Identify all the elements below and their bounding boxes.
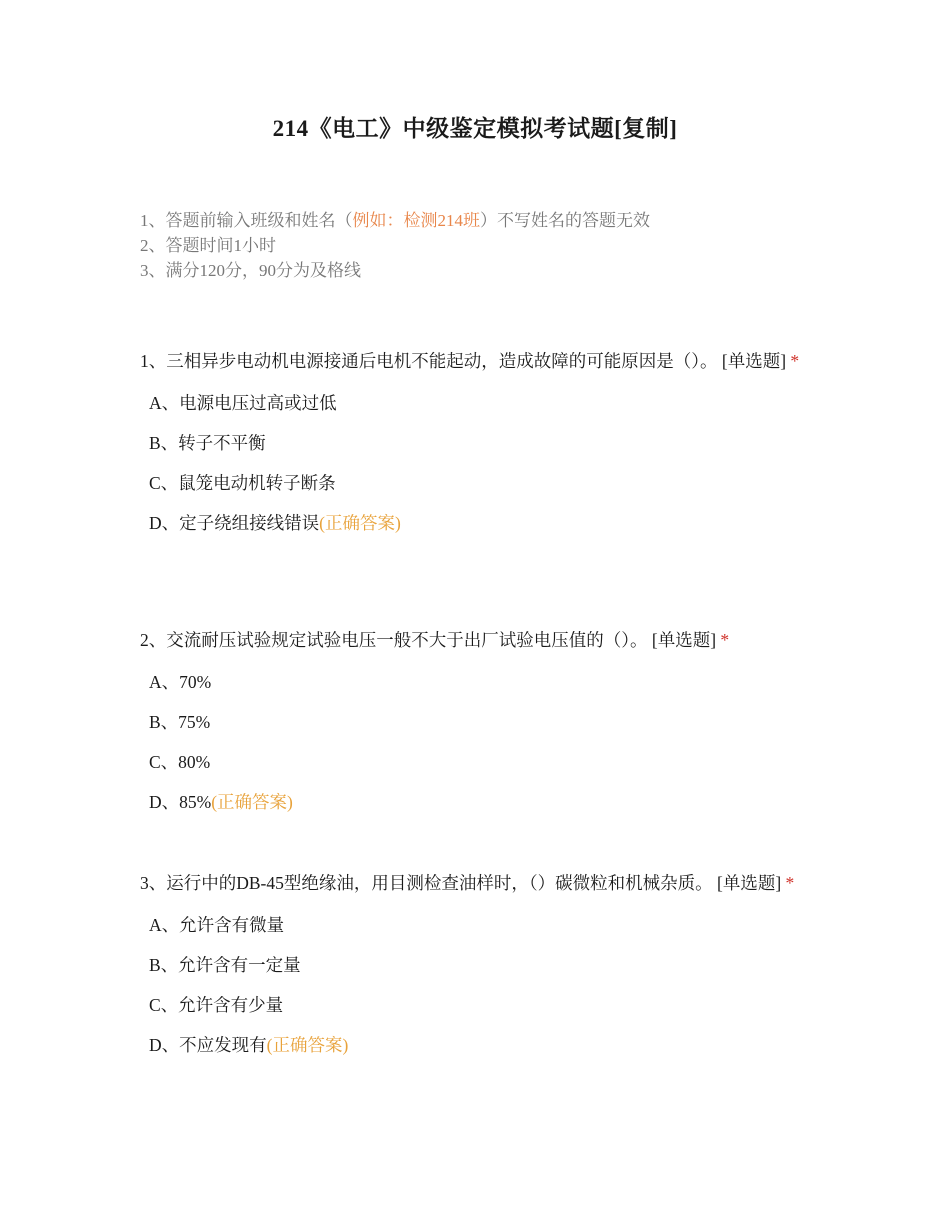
question-2-option-d-label: D、85%	[149, 792, 212, 812]
correct-answer-tag: (正确答案)	[211, 792, 293, 812]
question-1-stem: 1、三相异步电动机电源接通后电机不能起动，造成故障的可能原因是（）。 [单选题]	[140, 351, 787, 371]
question-2-options	[140, 662, 810, 822]
question-1-option-c[interactable]: C、鼠笼电动机转子断条	[149, 473, 336, 493]
required-mark: *	[790, 351, 800, 371]
question-1-option-d-label: D、定子绕组接线错误	[149, 513, 320, 533]
question-3-option-a[interactable]: A、允许含有微量	[149, 915, 285, 935]
required-mark: *	[720, 630, 730, 650]
instruction-1-example: 例如：检测214班	[352, 211, 480, 230]
instruction-line-3: 3、满分120分，90分为及格线	[140, 261, 361, 280]
question-3-option-d-label: D、不应发现有	[149, 1035, 267, 1055]
question-2-option-c[interactable]: C、80%	[149, 752, 211, 772]
question-1	[140, 343, 810, 543]
question-1-text	[140, 343, 810, 380]
question-3	[140, 865, 810, 1065]
question-3-options	[140, 905, 810, 1065]
question-2-option-d[interactable]	[149, 782, 810, 822]
correct-answer-tag: (正确答案)	[266, 1035, 349, 1055]
question-3-option-d[interactable]	[149, 1025, 810, 1065]
question-2-option-a[interactable]: A、70%	[149, 672, 212, 692]
required-mark: *	[785, 873, 795, 893]
question-3-option-c[interactable]: C、允许含有少量	[149, 995, 284, 1015]
question-3-text	[140, 865, 810, 902]
question-2	[140, 622, 810, 822]
question-3-stem: 3、运行中的DB-45型绝缘油，用目测检查油样时，（）碳微粒和机械杂质。 [单选题]	[140, 873, 782, 893]
question-1-options	[140, 383, 810, 543]
question-2-text	[140, 622, 810, 659]
instruction-1-suffix: ）不写姓名的答题无效	[480, 211, 650, 230]
instruction-1-prefix: 1、答题前输入班级和姓名（	[140, 211, 353, 230]
question-1-option-b[interactable]: B、转子不平衡	[149, 433, 266, 453]
correct-answer-tag: (正确答案)	[319, 513, 401, 533]
question-1-option-d[interactable]	[149, 503, 810, 543]
instructions	[140, 208, 820, 283]
page-title: 214《电工》中级鉴定模拟考试题[复制]	[272, 116, 678, 141]
question-2-stem: 2、交流耐压试验规定试验电压一般不大于出厂试验电压值的（）。 [单选题]	[140, 630, 717, 650]
question-3-option-b[interactable]: B、允许含有一定量	[149, 955, 301, 975]
instruction-line-2: 2、答题时间1小时	[140, 236, 276, 255]
instruction-line-1	[140, 208, 820, 233]
question-2-option-b[interactable]: B、75%	[149, 712, 211, 732]
question-1-option-a[interactable]: A、电源电压过高或过低	[149, 393, 337, 413]
